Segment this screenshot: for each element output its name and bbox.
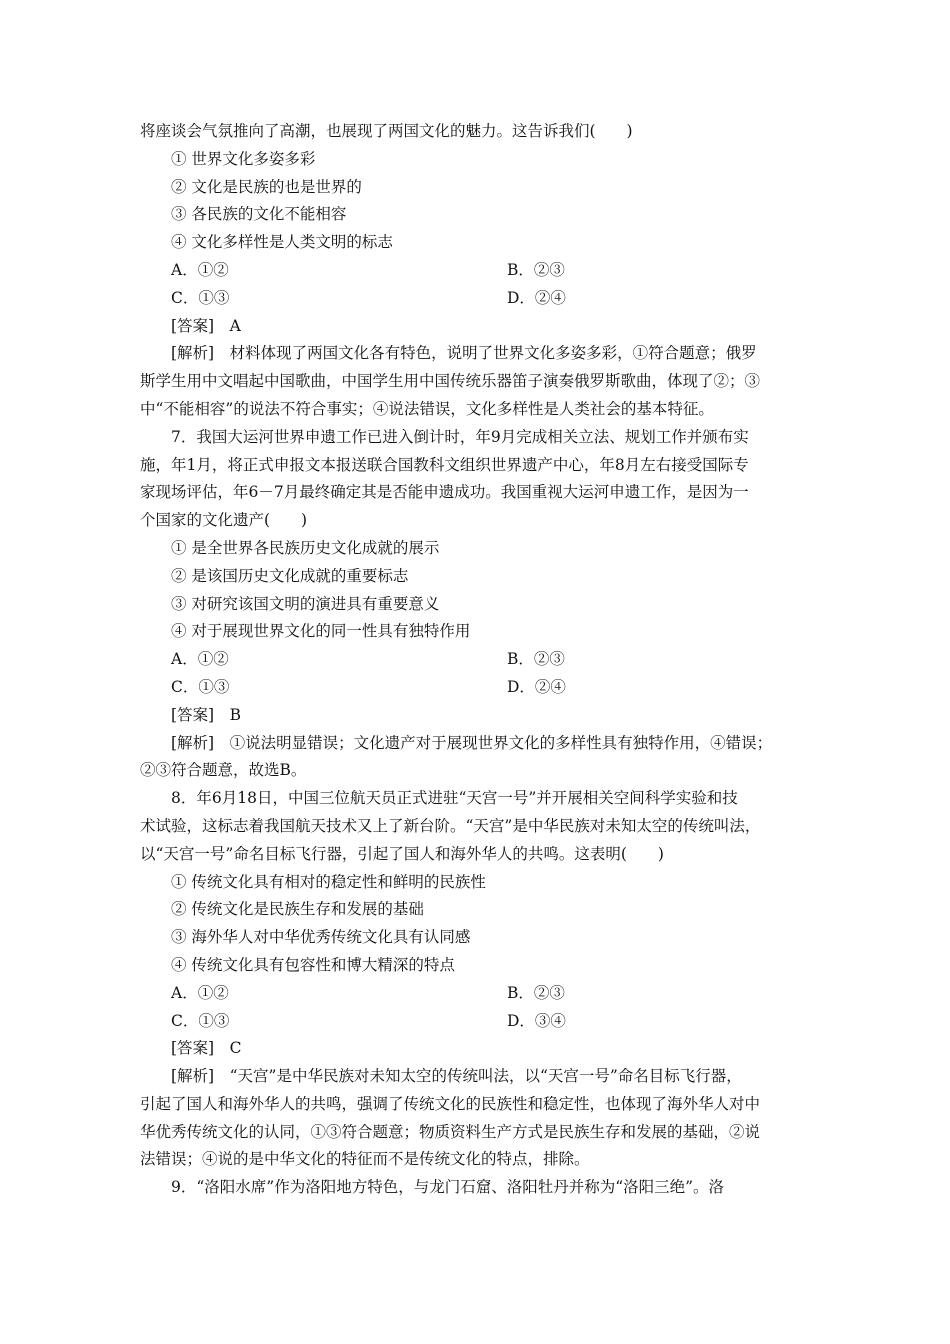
q7-options-row-2	[140, 674, 820, 702]
q7-item-3: ③ 对研究该国文明的演进具有重要意义	[171, 594, 440, 613]
q6-option-c: C．①③	[171, 288, 230, 307]
q6-analysis-line-1: [解析] 材料体现了两国文化各有特色，说明了世界文化多姿多彩，①符合题意；俄罗	[171, 344, 757, 363]
q8-item-3: ③ 海外华人对中华优秀传统文化具有认同感	[171, 928, 471, 947]
q8-item-2: ② 传统文化是民族生存和发展的基础	[171, 900, 424, 919]
q6-item-4: ④ 文化多样性是人类文明的标志	[171, 233, 393, 252]
q8-options-row-2	[140, 1008, 820, 1036]
q7-options-row-1	[140, 646, 820, 674]
q7-stem-line-1: 7．我国大运河世界申遗工作已进入倒计时，年9月完成相关立法、规划工作并颁布实	[171, 427, 749, 446]
q8-answer: [答案] C	[171, 1039, 242, 1058]
q6-analysis-line-3: 中“不能相容”的说法不符合事实；④说法错误，文化多样性是人类社会的基本特征。	[140, 399, 714, 418]
q7-option-c: C．①③	[171, 677, 230, 696]
q8-option-a: A．①②	[171, 983, 229, 1002]
q7-stem-line-4: 个国家的文化遗产( )	[140, 511, 308, 530]
q6-item-2: ② 文化是民族的也是世界的	[171, 177, 362, 196]
q8-stem-line-3: 以“天宫一号”命名目标飞行器，引起了国人和海外华人的共鸣。这表明( )	[140, 844, 664, 863]
q6-option-b: B．②③	[507, 260, 565, 279]
q8-item-4: ④ 传统文化具有包容性和博大精深的特点	[171, 955, 455, 974]
q8-options-row-1	[140, 980, 820, 1008]
q7-option-d: D．②④	[507, 677, 566, 696]
q7-stem-line-3: 家现场评估，年6－7月最终确定其是否能申遗成功。我国重视大运河申遗工作，是因为一	[140, 483, 749, 502]
q6-item-1: ① 世界文化多姿多彩	[171, 149, 316, 168]
q9-stem-head: 9．“洛阳水席”作为洛阳地方特色，与龙门石窟、洛阳牡丹并称为“洛阳三绝”。洛	[171, 1178, 725, 1197]
q6-item-3: ③ 各民族的文化不能相容	[171, 205, 347, 224]
q6-option-a: A．①②	[171, 260, 229, 279]
q6-analysis-line-2: 斯学生用中文唱起中国歌曲，中国学生用中国传统乐器笛子演奏俄罗斯歌曲，体现了②；③	[140, 372, 761, 391]
q7-analysis-line-2: ②③符合题意，故选B。	[140, 761, 307, 780]
q6-options-row-1	[140, 257, 820, 285]
q6-options-row-2	[140, 285, 820, 313]
q7-answer: [答案] B	[171, 705, 241, 724]
q8-item-1: ① 传统文化具有相对的稳定性和鲜明的民族性	[171, 872, 486, 891]
q7-item-4: ④ 对于展现世界文化的同一性具有独特作用	[171, 622, 471, 641]
q7-item-2: ② 是该国历史文化成就的重要标志	[171, 566, 409, 585]
q8-analysis-line-1: [解析] “天宫”是中华民族对未知太空的传统叫法，以“天宫一号”命名目标飞行器，	[171, 1067, 742, 1086]
q6-answer: [答案] A	[171, 316, 241, 335]
q6-option-d: D．②④	[507, 288, 566, 307]
q8-analysis-line-3: 华优秀传统文化的认同，①③符合题意；物质资料生产方式是民族生存和发展的基础，②说	[140, 1122, 761, 1141]
document-page	[140, 118, 820, 1202]
q8-stem-line-2: 术试验，这标志着我国航天技术又上了新台阶。“天宫”是中华民族对未知太空的传统叫法，	[140, 816, 761, 835]
q7-stem-line-2: 施，年1月，将正式申报文本报送联合国教科文组织世界遗产中心，年8月左右接受国际专	[140, 455, 749, 474]
q8-analysis-line-2: 引起了国人和海外华人的共鸣，强调了传统文化的民族性和稳定性，也体现了海外华人对中	[140, 1094, 761, 1113]
q8-stem-line-1: 8．年6月18日，中国三位航天员正式进驻“天宫一号”并开展相关空间科学实验和技	[171, 789, 738, 808]
q7-item-1: ① 是全世界各民族历史文化成就的展示	[171, 538, 440, 557]
q7-analysis-line-1: [解析] ①说法明显错误；文化遗产对于展现世界文化的多样性具有独特作用，④错误；	[171, 733, 773, 752]
q7-option-b: B．②③	[507, 650, 565, 669]
q8-analysis-line-4: 法错误；④说的是中华文化的特征而不是传统文化的特点，排除。	[140, 1150, 590, 1169]
q7-option-a: A．①②	[171, 650, 229, 669]
q8-option-d: D．③④	[507, 1011, 566, 1030]
q8-option-b: B．②③	[507, 983, 565, 1002]
q8-option-c: C．①③	[171, 1011, 230, 1030]
q6-stem-tail: 将座谈会气氛推向了高潮，也展现了两国文化的魅力。这告诉我们( )	[140, 122, 633, 140]
